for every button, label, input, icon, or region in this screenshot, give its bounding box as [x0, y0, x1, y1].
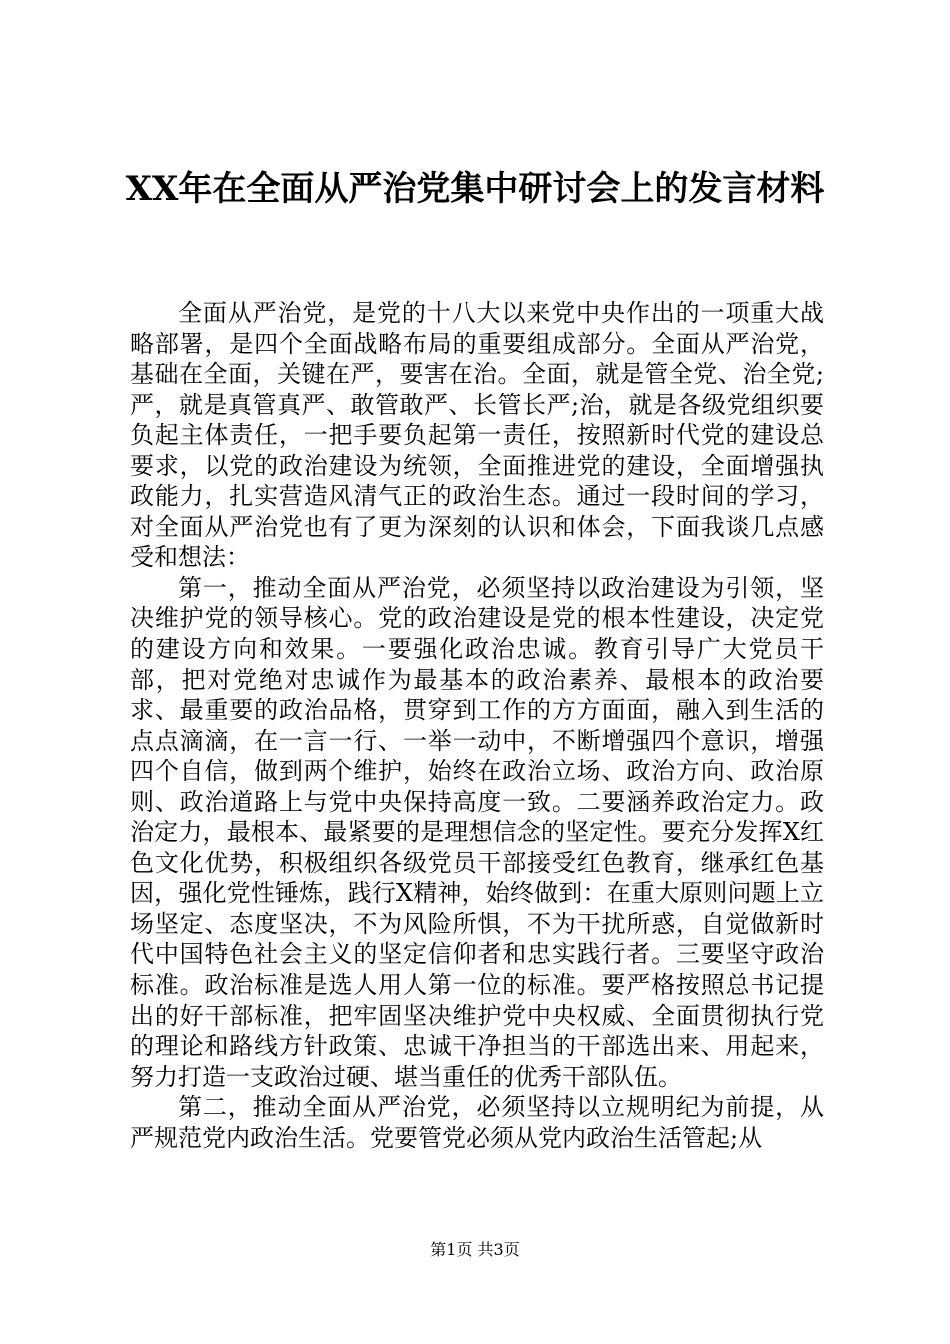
document-body [130, 298, 824, 1153]
document-title: XX年在全面从严治党集中研讨会上的发言材料 [125, 169, 825, 209]
paragraph-second-point: 第二，推动全面从严治党，必须坚持以立规明纪为前提，从严规范党内政治生活。党要管党必须从党内政治生活管起;从 [130, 1093, 824, 1152]
page-number-footer: 第1页 共3页 [430, 1240, 520, 1259]
paragraph-intro: 全面从严治党，是党的十八大以来党中央作出的一项重大战略部署，是四个全面战略布局的重要组成部分。全面从严治党，基础在全面，关键在严，要害在治。全面，就是管全党、治全党;严，就是真管真严、敢管敢严、长管长严;治，就是各级党组织要负起主体责任，一把手要负起第一责任，按照新时代党的建设总要求，以党的政治建设为统领，全面推进党的建设，全面增强执政能力，扎实营造风清气正的政治生态。通过一段时间的学习，对全面从严治党也有了更为深刻的认识和体会，下面我谈几点感受和想法： [130, 299, 824, 572]
paragraph-first-point: 第一，推动全面从严治党，必须坚持以政治建设为引领，坚决维护党的领导核心。党的政治建设是党的根本性建设，决定党的建设方向和效果。一要强化政治忠诚。教育引导广大党员干部，把对党绝对忠诚作为最基本的政治素养、最根本的政治要求、最重要的政治品格，贯穿到工作的方方面面，融入到生活的点点滴滴，在一言一行、一举一动中，不断增强四个意识，增强四个自信，做到两个维护，始终在政治立场、政治方向、政治原则、政治道路上与党中央保持高度一致。二要涵养政治定力。政治定力，最根本、最紧要的是理想信念的坚定性。要充分发挥X红色文化优势，积极组织各级党员干部接受红色教育，继承红色基因，强化党性锤炼，践行X精神，始终做到：在重大原则问题上立场坚定、态度坚决，不为风险所惧，不为干扰所惑，自觉做新时代中国特色社会主义的坚定信仰者和忠实践行者。三要坚守政治标准。政治标准是选人用人第一位的标准。要严格按照总书记提出的好干部标准，把牢固坚决维护党中央权威、全面贯彻执行党的理论和路线方针政策、忠诚干净担当的干部选出来、用起来，努力打造一支政治过硬、堪当重任的优秀干部队伍。 [130, 573, 824, 1091]
